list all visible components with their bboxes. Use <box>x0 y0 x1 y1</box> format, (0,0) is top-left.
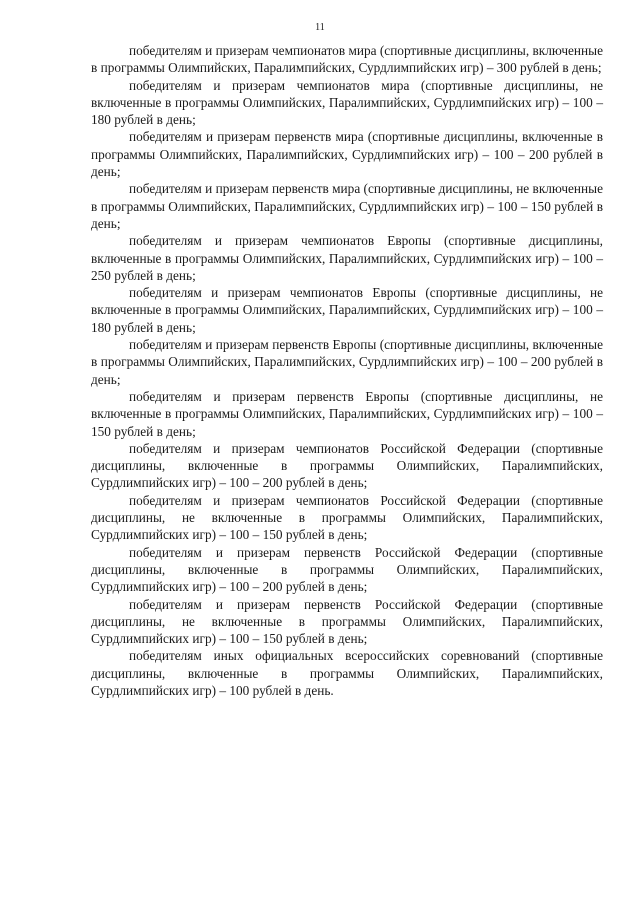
paragraph: победителям и призерам чемпионатов Европы (спортивные дисциплины, включенные в программы Олимпийских, Паралимпийских, Сурдлимпийских игр) – 100 – 250 рублей в день; <box>91 233 603 283</box>
paragraph: победителям и призерам первенств Европы (спортивные дисциплины, не включенные в программы Олимпийских, Паралимпийских, Сурдлимпийских игр) – 100 – 150 рублей в день; <box>91 388 603 439</box>
paragraph: победителям иных официальных всероссийских соревнований (спортивные дисциплины, включенные в программы Олимпийских, Паралимпийских, Сурдлимпийских игр) – 100 рублей в день. <box>91 648 603 698</box>
paragraph: победителям и призерам первенств мира (спортивные дисциплины, включенные в программы Олимпийских, Паралимпийских, Сурдлимпийских игр) – 100 – 200 рублей в день; <box>91 129 603 180</box>
paragraph: победителям и призерам чемпионатов Российской Федерации (спортивные дисциплины, не включенные в программы Олимпийских, Паралимпийских, Сурдлимпийских игр) – 100 – 150 рублей в день; <box>91 492 603 543</box>
paragraph: победителям и призерам чемпионатов мира (спортивные дисциплины, не включенные в программы Олимпийских, Паралимпийских, Сурдлимпийских игр) – 100 – 180 рублей в день; <box>91 77 603 128</box>
paragraph: победителям и призерам первенств Европы (спортивные дисциплины, включенные в программы Олимпийских, Паралимпийских, Сурдлимпийских игр) – 100 – 200 рублей в день; <box>91 337 603 387</box>
paragraph: победителям и призерам чемпионатов мира (спортивные дисциплины, включенные в программы Олимпийских, Паралимпийских, Сурдлимпийских игр) – 300 рублей в день; <box>91 43 603 76</box>
paragraph: победителям и призерам чемпионатов Европы (спортивные дисциплины, не включенные в программы Олимпийских, Паралимпийских, Сурдлимпийских игр) – 100 – 180 рублей в день; <box>91 285 603 335</box>
paragraph: победителям и призерам первенств Российской Федерации (спортивные дисциплины, включенные в программы Олимпийских, Паралимпийских, Сурдлимпийских игр) – 100 – 200 рублей в день; <box>91 544 603 595</box>
paragraph: победителям и призерам первенств Российской Федерации (спортивные дисциплины, не включенные в программы Олимпийских, Паралимпийских, Сурдлимпийских игр) – 100 – 150 рублей в день; <box>91 596 603 647</box>
page-number: 11 <box>315 22 325 33</box>
paragraph: победителям и призерам чемпионатов Российской Федерации (спортивные дисциплины, включенные в программы Олимпийских, Паралимпийских, Сурдлимпийских игр) – 100 – 200 рублей в день; <box>91 440 603 491</box>
document-body <box>91 42 603 699</box>
paragraph: победителям и призерам первенств мира (спортивные дисциплины, не включенные в программы Олимпийских, Паралимпийских, Сурдлимпийских игр) – 100 – 150 рублей в день; <box>91 181 603 231</box>
